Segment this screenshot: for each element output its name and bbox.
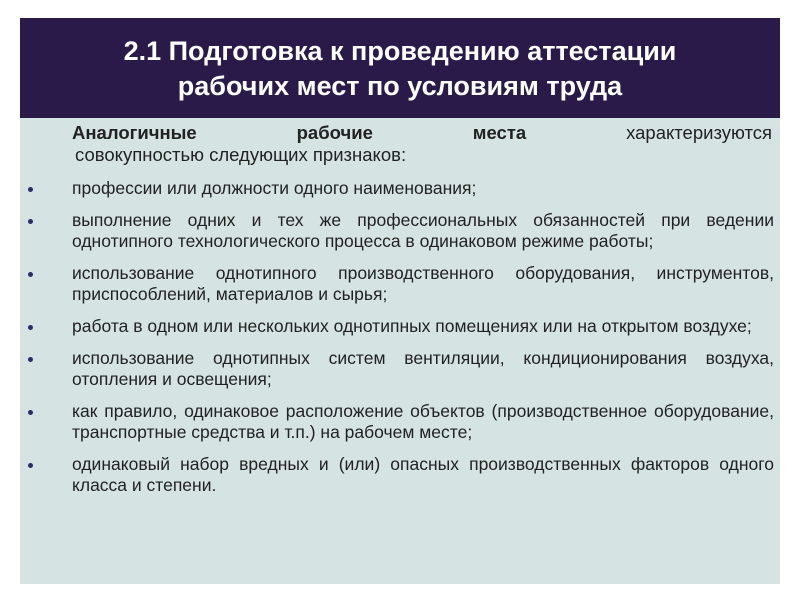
bullet-icon [28, 219, 33, 224]
title-line-2: рабочих мест по условиям труда [177, 71, 623, 101]
list-item-text: выполнение одних и тех же профессиональных обязанностей при ведении однотипного технологического процесса в одинаковом режиме работы; [72, 210, 774, 251]
list-item [20, 454, 780, 496]
list-item [20, 178, 780, 199]
list-item-text: как правило, одинаковое расположение объектов (производственное оборудование, транспортные средства и т.п.) на рабочем месте; [72, 401, 774, 442]
bullet-icon [28, 463, 33, 468]
intro-line-1 [72, 122, 772, 144]
bullet-icon [28, 357, 33, 362]
list-item [20, 348, 780, 390]
intro-word: места [472, 122, 527, 143]
slide-title [124, 34, 677, 104]
list-item-text: использование однотипных систем вентиляции, кондиционирования воздуха, отопления и освещения; [72, 348, 774, 389]
list-item-text: использование однотипного производственного оборудования, инструментов, приспособлений, материалов и сырья; [72, 263, 774, 304]
intro-line-2: совокупностью следующих признаков: [75, 144, 407, 165]
list-item [20, 210, 780, 252]
list-item [20, 263, 780, 305]
bullet-icon [28, 187, 33, 192]
intro-word: характеризуются [626, 122, 772, 143]
list-item-text: профессии или должности одного наименования; [72, 178, 477, 198]
title-bar [20, 18, 780, 118]
slide [20, 18, 780, 584]
bullet-icon [28, 272, 33, 277]
intro-word: Аналогичные [72, 122, 197, 143]
title-line-1: 2.1 Подготовка к проведению аттестации [123, 36, 677, 66]
list-item-text: работа в одном или нескольких однотипных помещениях или на открытом воздухе; [72, 316, 752, 336]
intro-word: рабочие [296, 122, 373, 143]
bullet-icon [28, 410, 33, 415]
list-item [20, 401, 780, 443]
intro-paragraph [72, 122, 772, 166]
criteria-list [20, 178, 780, 507]
bullet-icon [28, 325, 33, 330]
list-item-text: одинаковый набор вредных и (или) опасных производственных факторов одного класса и степени. [72, 454, 774, 495]
list-item [20, 316, 780, 337]
